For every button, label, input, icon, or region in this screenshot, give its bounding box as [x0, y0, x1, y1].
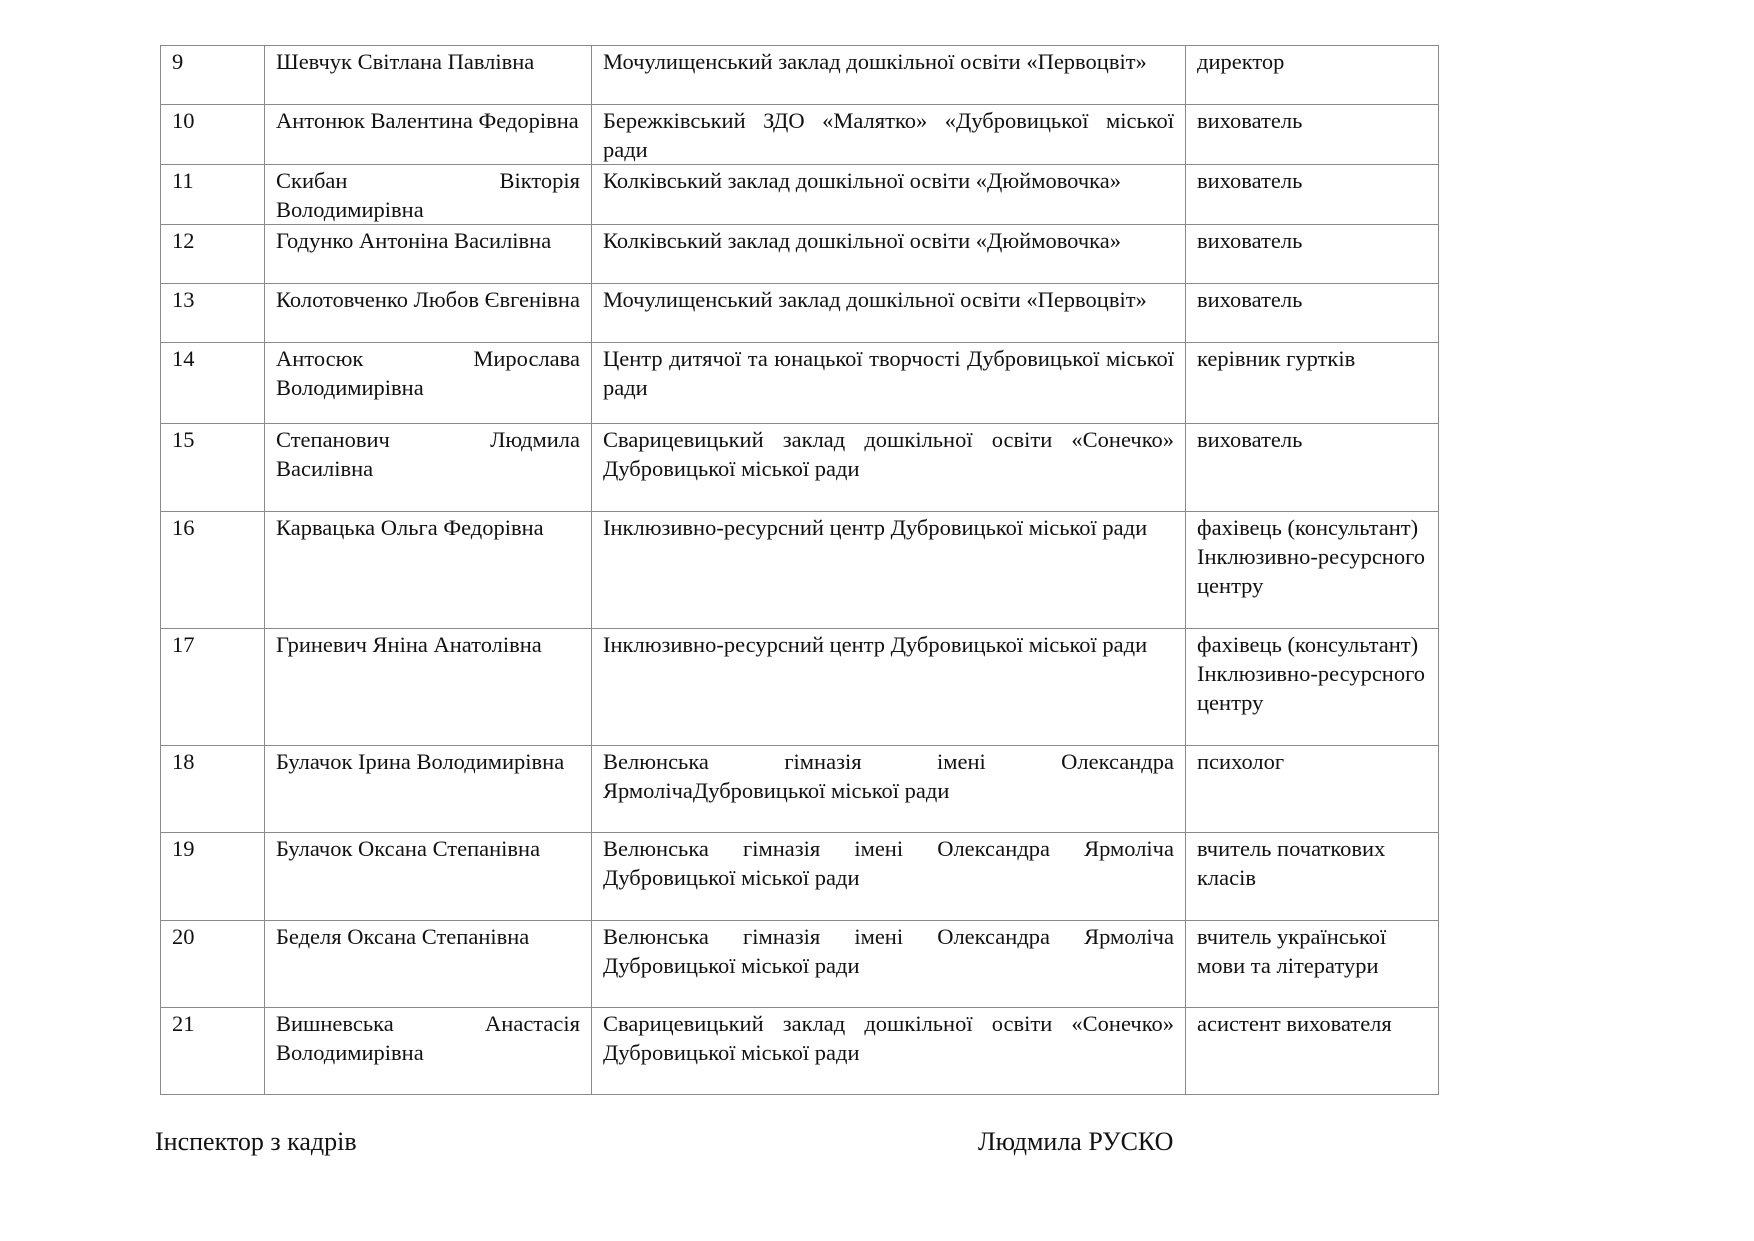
table-row	[161, 225, 1439, 284]
position-cell	[1186, 105, 1439, 165]
row-number-cell	[161, 512, 265, 629]
row-number-cell	[161, 424, 265, 512]
row-number-cell	[161, 629, 265, 746]
position-cell	[1186, 46, 1439, 105]
position: фахівець (консультант) Інклюзивно-ресурсного центру	[1197, 515, 1426, 598]
table-row	[161, 512, 1439, 629]
organization: Сварицевицький заклад дошкільної освіти «Сонечко» Дубровицької міської ради	[603, 1011, 1174, 1065]
organization: Велюнська гімназія імені Олександра Ярмоліча Дубровицької міської ради	[603, 836, 1174, 890]
employee-name-cell	[265, 833, 592, 921]
row-number: 17	[172, 632, 195, 657]
employee-name-cell	[265, 105, 592, 165]
table-row	[161, 105, 1439, 165]
organization-cell	[592, 46, 1186, 105]
position: вихователь	[1197, 287, 1303, 312]
staff-table-body	[161, 46, 1439, 1095]
organization-cell	[592, 225, 1186, 284]
employee-name-cell	[265, 46, 592, 105]
position-cell	[1186, 746, 1439, 833]
row-number-cell	[161, 284, 265, 343]
organization: Мочулищенський заклад дошкільної освіти «Первоцвіт»	[603, 49, 1147, 74]
row-number: 11	[172, 168, 194, 193]
organization-cell	[592, 165, 1186, 225]
table-row	[161, 1008, 1439, 1095]
row-number: 14	[172, 346, 195, 371]
row-number-cell	[161, 343, 265, 424]
position-cell	[1186, 833, 1439, 921]
position-cell	[1186, 424, 1439, 512]
organization: Мочулищенський заклад дошкільної освіти «Первоцвіт»	[603, 287, 1147, 312]
position: керівник гуртків	[1197, 346, 1356, 371]
position-cell	[1186, 1008, 1439, 1095]
row-number-cell	[161, 46, 265, 105]
signature-name: Людмила РУСКО	[978, 1127, 1174, 1156]
position: фахівець (консультант) Інклюзивно-ресурсного центру	[1197, 632, 1426, 715]
position-cell	[1186, 343, 1439, 424]
organization-cell	[592, 424, 1186, 512]
table-row	[161, 833, 1439, 921]
row-number-cell	[161, 921, 265, 1008]
table-row	[161, 165, 1439, 225]
organization: Колківський заклад дошкільної освіти «Дюймовочка»	[603, 228, 1121, 253]
row-number: 13	[172, 287, 195, 312]
organization: Інклюзивно-ресурсний центр Дубровицької міської ради	[603, 632, 1148, 657]
organization: Бережківський ЗДО «Малятко» «Дубровицької міської ради	[603, 108, 1174, 162]
employee-name-cell	[265, 343, 592, 424]
organization-cell	[592, 284, 1186, 343]
employee-name: Антонюк Валентина Федорівна	[276, 108, 579, 133]
row-number: 10	[172, 108, 195, 133]
position: вчитель української мови та літератури	[1197, 924, 1387, 978]
organization-cell	[592, 512, 1186, 629]
employee-name: Годунко Антоніна Василівна	[276, 228, 552, 253]
staff-table	[160, 45, 1439, 1095]
employee-name: Шевчук Світлана Павлівна	[276, 49, 535, 74]
employee-name-cell	[265, 629, 592, 746]
organization: Велюнська гімназія імені Олександра ЯрмолічаДубровицької міської ради	[603, 749, 1174, 803]
row-number-cell	[161, 105, 265, 165]
position-cell	[1186, 225, 1439, 284]
organization-cell	[592, 105, 1186, 165]
position-cell	[1186, 284, 1439, 343]
row-number: 20	[172, 924, 195, 949]
organization-cell	[592, 343, 1186, 424]
employee-name: Степанович Людмила Василівна	[276, 427, 580, 481]
position: асистент вихователя	[1197, 1011, 1392, 1036]
position: вчитель початкових класів	[1197, 836, 1386, 890]
table-row	[161, 746, 1439, 833]
position: директор	[1197, 49, 1285, 74]
row-number: 16	[172, 515, 195, 540]
row-number: 12	[172, 228, 195, 253]
employee-name: Скибан Вікторія Володимирівна	[276, 168, 580, 222]
row-number-cell	[161, 225, 265, 284]
position: вихователь	[1197, 228, 1303, 253]
employee-name: Булачок Ірина Володимирівна	[276, 749, 565, 774]
table-row	[161, 629, 1439, 746]
employee-name-cell	[265, 284, 592, 343]
employee-name: Булачок Оксана Степанівна	[276, 836, 541, 861]
organization: Інклюзивно-ресурсний центр Дубровицької міської ради	[603, 515, 1148, 540]
organization: Сварицевицький заклад дошкільної освіти «Сонечко» Дубровицької міської ради	[603, 427, 1174, 481]
organization-cell	[592, 746, 1186, 833]
position: вихователь	[1197, 108, 1303, 133]
position-cell	[1186, 512, 1439, 629]
table-row	[161, 921, 1439, 1008]
employee-name: Беделя Оксана Степанівна	[276, 924, 530, 949]
table-row	[161, 284, 1439, 343]
row-number-cell	[161, 165, 265, 225]
row-number-cell	[161, 833, 265, 921]
employee-name: Карвацька Ольга Федорівна	[276, 515, 544, 540]
row-number: 21	[172, 1011, 195, 1036]
row-number: 9	[172, 49, 184, 74]
table-row	[161, 46, 1439, 105]
table-row	[161, 343, 1439, 424]
employee-name-cell	[265, 921, 592, 1008]
row-number: 15	[172, 427, 195, 452]
row-number: 19	[172, 836, 195, 861]
employee-name-cell	[265, 225, 592, 284]
employee-name: Колотовченко Любов Євгенівна	[276, 287, 580, 312]
employee-name-cell	[265, 165, 592, 225]
organization: Велюнська гімназія імені Олександра Ярмоліча Дубровицької міської ради	[603, 924, 1174, 978]
signature-title: Інспектор з кадрів	[155, 1127, 357, 1156]
employee-name-cell	[265, 512, 592, 629]
employee-name-cell	[265, 746, 592, 833]
organization-cell	[592, 1008, 1186, 1095]
organization: Центр дитячої та юнацької творчості Дубровицької міської ради	[603, 346, 1174, 400]
employee-name: Антосюк Мирослава Володимирівна	[276, 346, 580, 400]
row-number-cell	[161, 746, 265, 833]
employee-name-cell	[265, 1008, 592, 1095]
position-cell	[1186, 921, 1439, 1008]
row-number: 18	[172, 749, 195, 774]
employee-name: Вишневська Анастасія Володимирівна	[276, 1011, 580, 1065]
position: вихователь	[1197, 168, 1303, 193]
position-cell	[1186, 629, 1439, 746]
table-row	[161, 424, 1439, 512]
organization-cell	[592, 629, 1186, 746]
position-cell	[1186, 165, 1439, 225]
organization: Колківський заклад дошкільної освіти «Дюймовочка»	[603, 168, 1121, 193]
employee-name: Гриневич Яніна Анатолівна	[276, 632, 542, 657]
employee-name-cell	[265, 424, 592, 512]
organization-cell	[592, 921, 1186, 1008]
row-number-cell	[161, 1008, 265, 1095]
position: вихователь	[1197, 427, 1303, 452]
organization-cell	[592, 833, 1186, 921]
position: психолог	[1197, 749, 1285, 774]
